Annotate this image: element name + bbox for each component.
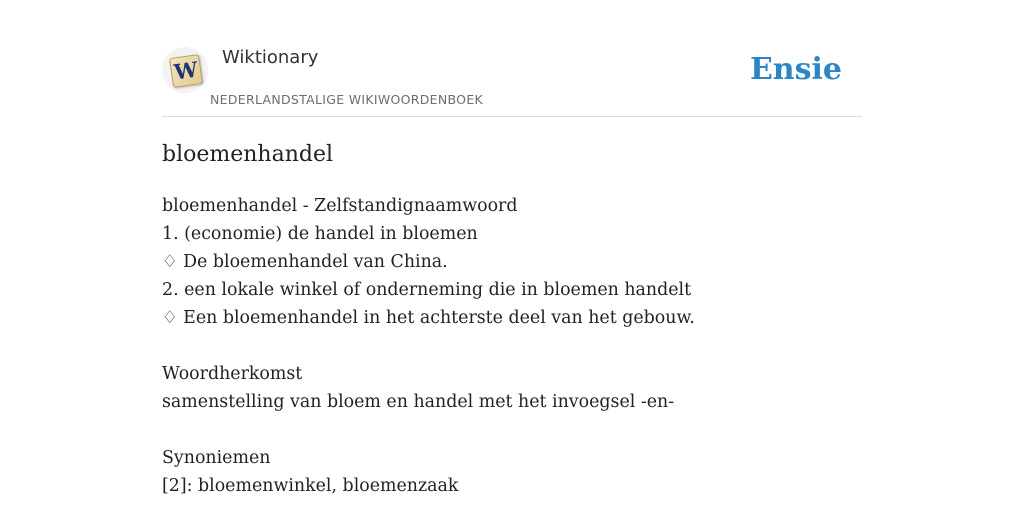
sense-example-1: ♢ De bloemenhandel van China. xyxy=(162,252,448,272)
wiktionary-logo[interactable] xyxy=(162,47,208,93)
spacer xyxy=(162,416,862,444)
site-tagline: NEDERLANDSTALIGE WIKIWOORDENBOEK xyxy=(210,92,484,107)
sense-definition-2: 2. een lokale winkel of onderneming die in bloemen handelt xyxy=(162,280,692,300)
sense-example-2: ♢ Een bloemenhandel in het achterste deel van het gebouw. xyxy=(162,308,695,328)
definition-heading: bloemenhandel - Zelfstandignaamwoord xyxy=(162,196,518,216)
wiktionary-tile-icon xyxy=(169,54,203,88)
sense-definition-1: 1. (economie) de handel in bloemen xyxy=(162,224,478,244)
page-title: bloemenhandel xyxy=(162,142,334,167)
synonyms-text: [2]: bloemenwinkel, bloemenzaak xyxy=(162,476,459,496)
site-name[interactable]: Wiktionary xyxy=(222,47,319,68)
ensie-brand-link[interactable]: Ensie xyxy=(749,52,842,87)
etymology-text: samenstelling van bloem en handel met het invoegsel -en- xyxy=(162,392,675,412)
spacer xyxy=(162,332,862,360)
synonyms-heading: Synoniemen xyxy=(162,448,271,468)
entry-body xyxy=(162,192,862,500)
logo-letter: W xyxy=(172,56,200,85)
main-content xyxy=(162,140,862,500)
etymology-heading: Woordherkomst xyxy=(162,364,303,384)
site-header xyxy=(162,0,862,117)
